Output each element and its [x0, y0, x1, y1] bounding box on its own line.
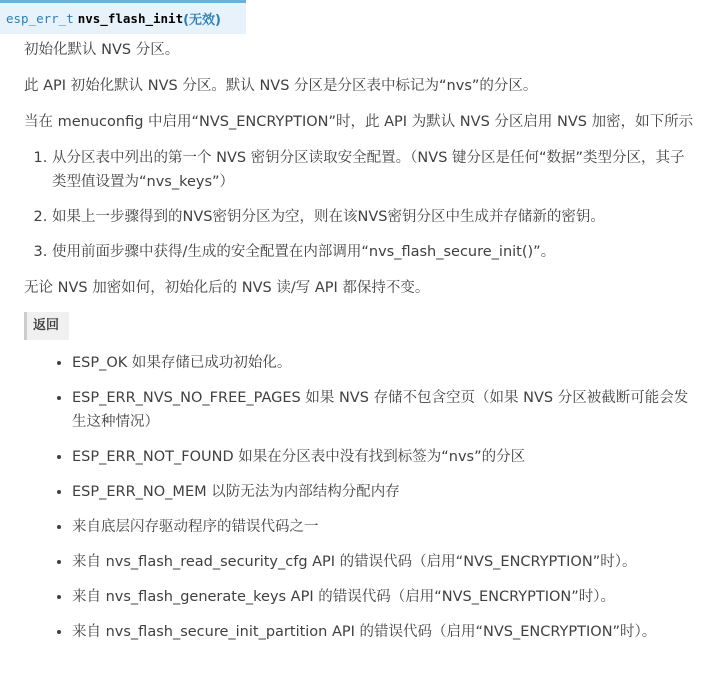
returns-list — [24, 351, 696, 644]
step-item: 1. 从分区表中列出的第一个 NVS 密钥分区读取安全配置。（NVS 键分区是任何“数据”类型分区，其子类型值设置为“nvs_keys”） — [52, 146, 696, 194]
outro-text: 无论 NVS 加密如何，初始化后的 NVS 读/写 API 都保持不变。 — [24, 280, 430, 296]
return-item: • 来自 nvs_flash_secure_init_partition API 的错误代码（启用“NVS_ENCRYPTION”时）。 — [72, 620, 696, 644]
function-args: (无效) — [183, 13, 221, 28]
return-item: • 来自底层闪存驱动程序的错误代码之一 — [72, 515, 696, 539]
return-type[interactable]: esp_err_t — [6, 11, 74, 26]
return-item: • ESP_ERR_NVS_NO_FREE_PAGES 如果 NVS 存储不包含空页（如果 NVS 分区被截断可能会发生这种情况） — [72, 386, 696, 434]
return-item: • ESP_ERR_NOT_FOUND 如果在分区表中没有找到标签为“nvs”的分区 — [72, 445, 696, 469]
return-item: • 来自 nvs_flash_read_security_cfg API 的错误代码（启用“NVS_ENCRYPTION”时）。 — [72, 550, 696, 574]
function-signature — [0, 0, 246, 34]
step-item: 3. 使用前面步骤中获得/生成的安全配置在内部调用“nvs_flash_secure_init()”。 — [52, 240, 696, 264]
return-item: • ESP_OK 如果存储已成功初始化。 — [72, 351, 696, 375]
encryption-note: 当在 menuconfig 中启用“NVS_ENCRYPTION”时，此 API 为默认 NVS 分区启用 NVS 加密，如下所示 — [24, 114, 694, 130]
return-item: • ESP_ERR_NO_MEM 以防无法为内部结构分配内存 — [72, 480, 696, 504]
step-item: 2. 如果上一步骤得到的NVS密钥分区为空，则在该NVS密钥分区中生成并存储新的密钥。 — [52, 205, 696, 229]
function-description — [24, 38, 696, 655]
returns-label: 返回 — [24, 312, 69, 340]
steps-list — [24, 146, 696, 264]
detail-text: 此 API 初始化默认 NVS 分区。默认 NVS 分区是分区表中标记为“nvs”的分区。 — [24, 78, 538, 94]
function-name: nvs_flash_init — [77, 11, 184, 26]
summary-text: 初始化默认 NVS 分区。 — [24, 42, 180, 58]
return-item: • 来自 nvs_flash_generate_keys API 的错误代码（启用“NVS_ENCRYPTION”时）。 — [72, 585, 696, 609]
